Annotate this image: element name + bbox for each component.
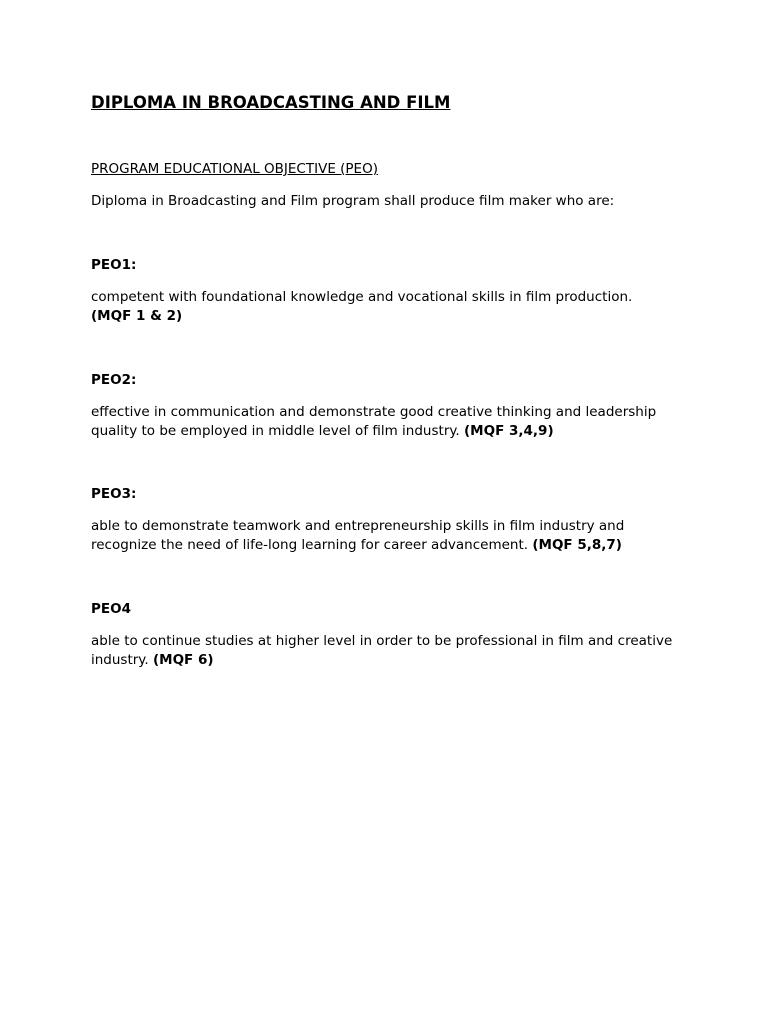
peo4-text: able to continue studies at higher level in order to be professional in film and creative industry. [91, 633, 673, 668]
document-title: DIPLOMA IN BROADCASTING AND FILM [91, 93, 451, 112]
peo3-label: PEO3: [91, 486, 137, 502]
peo2-label: PEO2: [91, 372, 137, 388]
peo4-label: PEO4 [91, 601, 131, 617]
peo1-label: PEO1: [91, 257, 137, 273]
section-heading: PROGRAM EDUCATIONAL OBJECTIVE (PEO) [91, 161, 378, 177]
peo3-mqf: (MQF 5,8,7) [532, 537, 622, 553]
peo1-text: competent with foundational knowledge and vocational skills in film production. [91, 289, 633, 305]
peo3-description [91, 517, 691, 555]
peo1-mqf: (MQF 1 & 2) [91, 308, 183, 324]
peo4-description [91, 632, 691, 670]
peo3-text: able to demonstrate teamwork and entrepreneurship skills in film industry and recognize the need of life-long learning for career advancement. [91, 518, 625, 553]
peo2-mqf: (MQF 3,4,9) [464, 423, 554, 439]
intro-text: Diploma in Broadcasting and Film program shall produce film maker who are: [91, 193, 615, 209]
peo2-text: effective in communication and demonstrate good creative thinking and leadership quality to be employed in middle level of film industry. [91, 404, 657, 439]
peo4-mqf: (MQF 6) [152, 652, 214, 668]
peo2-description [91, 403, 691, 441]
peo1-description [91, 288, 691, 326]
